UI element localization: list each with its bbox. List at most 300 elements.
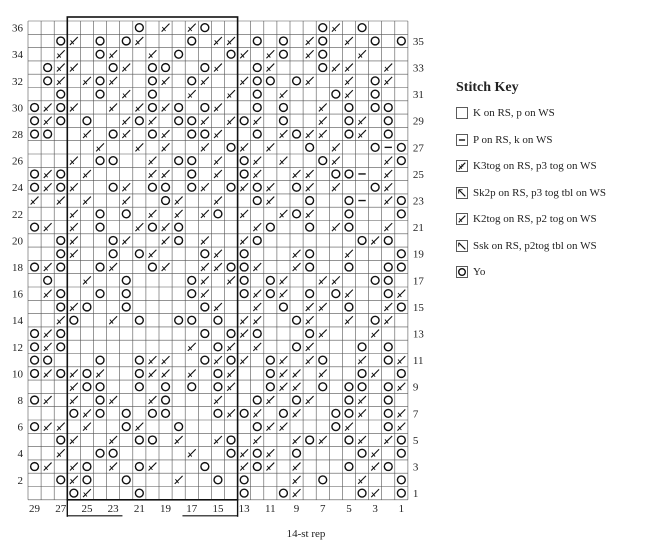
decrease-symbol: [306, 396, 314, 404]
decrease-symbol: [70, 436, 78, 444]
chart-labels: [12, 23, 424, 515]
decrease-symbol: [240, 330, 248, 338]
yo-symbol: [319, 383, 327, 391]
yo-symbol: [345, 170, 353, 178]
decrease-symbol: [319, 117, 327, 125]
decrease-symbol: [240, 210, 248, 218]
yo-symbol: [253, 396, 261, 404]
row-number: 2: [17, 474, 23, 487]
yo-symbol: [96, 210, 104, 218]
yo-symbol: [240, 276, 248, 284]
yo-symbol: [319, 50, 327, 58]
decrease-symbol: [332, 223, 340, 231]
row-number: 21: [412, 222, 424, 235]
decrease-symbol: [31, 197, 39, 205]
yo-symbol: [149, 90, 157, 98]
decrease-symbol: [332, 157, 340, 165]
yo-icon: [456, 266, 468, 278]
yo-symbol: [122, 476, 130, 484]
row-number: 1: [412, 488, 419, 501]
decrease-symbol: [214, 157, 222, 165]
yo-symbol: [135, 24, 143, 32]
yo-symbol: [162, 64, 170, 72]
yo-symbol: [57, 117, 65, 125]
yo-symbol: [96, 157, 104, 165]
decrease-symbol: [201, 77, 209, 85]
decrease-symbol: [214, 170, 222, 178]
yo-symbol: [280, 104, 288, 112]
decrease-symbol: [214, 250, 222, 258]
yo-symbol: [149, 183, 157, 191]
yo-symbol: [96, 290, 104, 298]
yo-symbol: [293, 449, 301, 457]
yo-symbol: [253, 37, 261, 45]
decrease-symbol: [397, 356, 405, 364]
decrease-symbol: [227, 383, 235, 391]
yo-symbol: [96, 396, 104, 404]
decrease-symbol: [44, 423, 52, 431]
decrease-symbol: [188, 343, 196, 351]
yo-symbol: [227, 436, 235, 444]
decrease-symbol: [109, 50, 117, 58]
yo-symbol: [319, 64, 327, 72]
yo-symbol: [358, 370, 366, 378]
yo-symbol: [96, 223, 104, 231]
yo-symbol: [188, 183, 196, 191]
yo-symbol: [135, 117, 143, 125]
yo-symbol: [345, 263, 353, 271]
decrease-symbol: [293, 476, 301, 484]
yo-symbol: [227, 263, 235, 271]
yo-symbol: [96, 37, 104, 45]
yo-symbol: [384, 130, 392, 138]
yo-symbol: [240, 489, 248, 497]
decrease-symbol: [332, 64, 340, 72]
decrease-symbol: [109, 396, 117, 404]
yo-symbol: [358, 489, 366, 497]
yo-symbol: [345, 396, 353, 404]
yo-symbol: [358, 24, 366, 32]
decrease-symbol: [227, 409, 235, 417]
yo-symbol: [293, 343, 301, 351]
decrease-symbol: [83, 423, 91, 431]
decrease-symbol: [371, 449, 379, 457]
column-number: 3: [372, 502, 378, 515]
decrease-symbol: [70, 369, 78, 377]
yo-symbol: [122, 409, 130, 417]
row-number: 18: [12, 262, 23, 275]
row-number: 16: [12, 288, 23, 301]
decrease-symbol: [266, 449, 274, 457]
decrease-symbol: [253, 117, 261, 125]
decrease-symbol: [253, 157, 261, 165]
yo-symbol: [332, 90, 340, 98]
decrease-symbol: [280, 210, 288, 218]
row-number: 8: [17, 395, 23, 408]
yo-symbol: [384, 343, 392, 351]
yo-symbol: [358, 449, 366, 457]
yo-symbol: [384, 356, 392, 364]
column-number: 25: [81, 502, 93, 515]
decrease-symbol: [345, 77, 353, 85]
yo-symbol: [253, 330, 261, 338]
yo-symbol: [371, 316, 379, 324]
decrease-symbol: [384, 197, 392, 205]
decrease-symbol: [397, 290, 405, 298]
yo-symbol: [280, 50, 288, 58]
yo-symbol: [175, 50, 183, 58]
decrease-symbol: [240, 143, 248, 151]
yo-symbol: [201, 356, 209, 364]
decrease-symbol: [280, 290, 288, 298]
column-number: 17: [186, 502, 198, 515]
decrease-symbol: [293, 250, 301, 258]
yo-symbol: [280, 37, 288, 45]
decrease-symbol: [162, 130, 170, 138]
row-number: 6: [17, 421, 23, 434]
column-number: 27: [55, 502, 67, 515]
yo-symbol: [371, 276, 379, 284]
legend-label: Ssk on RS, p2tog tbl on WS: [473, 239, 597, 252]
yo-symbol: [384, 104, 392, 112]
yo-symbol: [57, 183, 65, 191]
decrease-symbol: [149, 396, 157, 404]
decrease-symbol: [96, 143, 104, 151]
yo-symbol: [227, 50, 235, 58]
yo-symbol: [253, 197, 261, 205]
yo-symbol: [83, 463, 91, 471]
yo-symbol: [31, 117, 39, 125]
yo-symbol: [397, 489, 405, 497]
row-number: 29: [412, 115, 424, 128]
decrease-symbol: [319, 436, 327, 444]
row-number: 36: [12, 22, 23, 35]
decrease-symbol: [293, 436, 301, 444]
yo-symbol: [201, 463, 209, 471]
yo-symbol: [253, 130, 261, 138]
yo-symbol: [83, 383, 91, 391]
yo-symbol: [240, 170, 248, 178]
yo-symbol: [384, 237, 392, 245]
decrease-symbol: [384, 223, 392, 231]
decrease-symbol: [44, 343, 52, 351]
yo-symbol: [162, 383, 170, 391]
repeat-label: 14-st rep: [286, 528, 326, 540]
decrease-symbol: [319, 330, 327, 338]
decrease-symbol: [345, 423, 353, 431]
yo-symbol: [345, 409, 353, 417]
decrease-symbol: [162, 263, 170, 271]
column-number: 23: [107, 502, 119, 515]
legend-label: K3tog on RS, p3 tog on WS: [473, 160, 597, 173]
decrease-symbol: [280, 90, 288, 98]
yo-symbol: [149, 64, 157, 72]
k3tog-key-symbol: [456, 160, 468, 172]
yo-symbol: [122, 37, 130, 45]
decrease-symbol: [306, 303, 314, 311]
decrease-symbol: [371, 489, 379, 497]
decrease-symbol: [70, 103, 78, 111]
yo-symbol: [96, 50, 104, 58]
p-key-symbol: [456, 134, 468, 146]
yo-symbol: [371, 183, 379, 191]
decrease-symbol: [384, 183, 392, 191]
yo-symbol: [345, 130, 353, 138]
decrease-symbol: [240, 183, 248, 191]
decrease-symbol: [306, 316, 314, 324]
yo-symbol: [57, 436, 65, 444]
decrease-symbol: [293, 383, 301, 391]
decrease-symbol: [384, 303, 392, 311]
column-number: 1: [398, 502, 405, 515]
yo-symbol: [57, 290, 65, 298]
row-number: 24: [12, 182, 23, 195]
yo-symbol: [44, 356, 52, 364]
decrease-symbol: [306, 210, 314, 218]
decrease-symbol: [227, 117, 235, 125]
yo-symbol: [83, 370, 91, 378]
decrease-symbol: [201, 117, 209, 125]
yo-symbol: [44, 130, 52, 138]
yo-symbol: [31, 130, 39, 138]
row-number: 4: [17, 448, 23, 461]
yo-symbol: [384, 396, 392, 404]
yo-symbol: [345, 303, 353, 311]
decrease-symbol: [253, 303, 261, 311]
decrease-symbol: [384, 77, 392, 85]
row-number: 26: [12, 155, 23, 168]
yo-symbol: [162, 409, 170, 417]
yo-symbol: [332, 409, 340, 417]
yo-symbol: [397, 37, 405, 45]
yo-symbol: [240, 263, 248, 271]
legend-label: P on RS, k on WS: [473, 133, 553, 146]
yo-symbol: [122, 303, 130, 311]
yo-symbol: [201, 104, 209, 112]
yo-symbol: [188, 37, 196, 45]
yo-symbol: [384, 463, 392, 471]
decrease-symbol: [83, 489, 91, 497]
legend-item-knit: [456, 100, 656, 127]
legend-label: K2tog on RS, p2 tog on WS: [473, 213, 597, 226]
yo-symbol: [384, 276, 392, 284]
yo-symbol: [280, 489, 288, 497]
decrease-symbol: [162, 143, 170, 151]
yo-symbol: [135, 250, 143, 258]
yo-symbol: [135, 356, 143, 364]
yo-symbol: [397, 263, 405, 271]
decrease-symbol: [214, 103, 222, 111]
decrease-symbol: [253, 436, 261, 444]
decrease-symbol: [109, 263, 117, 271]
decrease-symbol: [266, 463, 274, 471]
row-number: 23: [412, 195, 424, 208]
column-number: 21: [133, 502, 145, 515]
decrease-symbol: [135, 103, 143, 111]
decrease-symbol: [253, 409, 261, 417]
yo-symbol: [293, 183, 301, 191]
yo-symbol: [345, 197, 353, 205]
yo-symbol: [345, 223, 353, 231]
yo-symbol: [266, 276, 274, 284]
yo-symbol: [96, 449, 104, 457]
decrease-symbol: [306, 50, 314, 58]
yo-symbol: [266, 223, 274, 231]
yo-symbol: [293, 396, 301, 404]
decrease-symbol: [83, 409, 91, 417]
yo-symbol: [44, 77, 52, 85]
decrease-symbol: [384, 64, 392, 72]
decrease-symbol: [293, 369, 301, 377]
decrease-symbol: [188, 449, 196, 457]
decrease-symbol: [345, 250, 353, 258]
yo-symbol: [96, 263, 104, 271]
decrease-symbol: [122, 197, 130, 205]
yo-symbol: [162, 183, 170, 191]
decrease-symbol: [188, 24, 196, 32]
decrease-symbol: [57, 77, 65, 85]
decrease-symbol: [214, 396, 222, 404]
yo-symbol: [266, 290, 274, 298]
yo-symbol: [57, 170, 65, 178]
yo-symbol: [306, 290, 314, 298]
yo-symbol: [345, 463, 353, 471]
legend-label: Sk2p on RS, p3 tog tbl on WS: [473, 186, 607, 199]
yo-symbol: [319, 157, 327, 165]
decrease-symbol: [109, 316, 117, 324]
yo-symbol: [358, 383, 366, 391]
decrease-symbol: [162, 356, 170, 364]
decrease-symbol: [135, 423, 143, 431]
decrease-symbol: [57, 64, 65, 72]
decrease-symbol: [306, 37, 314, 45]
yo-symbol: [31, 170, 39, 178]
decrease-symbol: [149, 117, 157, 125]
yo-symbol: [109, 130, 117, 138]
decrease-symbol: [149, 50, 157, 58]
decrease-symbol: [293, 263, 301, 271]
yo-symbol: [162, 197, 170, 205]
decrease-symbol: [149, 250, 157, 258]
row-number: 31: [412, 89, 424, 102]
yo-symbol: [371, 143, 379, 151]
decrease-symbol: [240, 316, 248, 324]
yo-symbol: [31, 343, 39, 351]
decrease-symbol: [358, 130, 366, 138]
row-number: 27: [412, 142, 424, 155]
decrease-symbol: [358, 436, 366, 444]
decrease-symbol: [149, 170, 157, 178]
row-number: 10: [12, 368, 23, 381]
yo-symbol: [384, 383, 392, 391]
yo-symbol: [201, 303, 209, 311]
yo-symbol: [44, 276, 52, 284]
yo-symbol: [397, 370, 405, 378]
yo-symbol: [214, 409, 222, 417]
yo-symbol: [384, 263, 392, 271]
row-number: 9: [412, 381, 419, 394]
stitch-key: [456, 80, 656, 286]
column-number: 19: [160, 502, 172, 515]
legend-label: K on RS, p on WS: [473, 107, 555, 120]
yo-symbol: [384, 290, 392, 298]
yo-symbol: [175, 223, 183, 231]
yo-symbol: [201, 24, 209, 32]
decrease-symbol: [253, 316, 261, 324]
decrease-symbol: [201, 263, 209, 271]
yo-symbol: [135, 316, 143, 324]
yo-symbol: [109, 237, 117, 245]
yo-symbol: [371, 37, 379, 45]
decrease-symbol: [266, 423, 274, 431]
row-number: 11: [412, 355, 424, 368]
yo-symbol: [306, 330, 314, 338]
decrease-symbol: [280, 423, 288, 431]
decrease-symbol: [57, 197, 65, 205]
decrease-symbol: [214, 64, 222, 72]
yo-symbol: [149, 130, 157, 138]
yo-symbol: [188, 170, 196, 178]
row-number: 3: [412, 461, 419, 474]
decrease-symbol: [319, 103, 327, 111]
decrease-symbol: [149, 210, 157, 218]
row-number: 17: [412, 275, 424, 288]
decrease-symbol: [227, 90, 235, 98]
yo-symbol: [57, 37, 65, 45]
yo-symbol: [162, 396, 170, 404]
yo-symbol: [96, 356, 104, 364]
decrease-symbol: [293, 489, 301, 497]
decrease-symbol: [70, 383, 78, 391]
decrease-symbol: [306, 170, 314, 178]
decrease-symbol: [201, 276, 209, 284]
decrease-symbol: [280, 356, 288, 364]
yo-symbol: [214, 370, 222, 378]
yo-symbol: [109, 449, 117, 457]
decrease-symbol: [188, 369, 196, 377]
decrease-symbol: [70, 303, 78, 311]
decrease-symbol: [70, 223, 78, 231]
yo-symbol: [135, 436, 143, 444]
purl-icon: [456, 134, 468, 146]
row-number: 28: [12, 129, 23, 142]
decrease-symbol: [397, 409, 405, 417]
decrease-symbol: [57, 423, 65, 431]
yo-symbol: [240, 290, 248, 298]
column-number: 9: [293, 502, 300, 515]
decrease-symbol: [135, 143, 143, 151]
decrease-symbol: [240, 463, 248, 471]
decrease-symbol: [266, 197, 274, 205]
decrease-symbol: [332, 143, 340, 151]
yo-symbol: [214, 343, 222, 351]
decrease-symbol: [384, 170, 392, 178]
legend-item-yo: [456, 259, 656, 286]
decrease-symbol: [70, 37, 78, 45]
yo-symbol: [345, 210, 353, 218]
decrease-symbol: [371, 369, 379, 377]
yo-symbol: [70, 489, 78, 497]
decrease-symbol: [358, 356, 366, 364]
decrease-symbol: [44, 170, 52, 178]
k-key-symbol: [456, 107, 468, 119]
decrease-symbol: [44, 290, 52, 298]
yo-symbol: [371, 104, 379, 112]
decrease-symbol: [397, 383, 405, 391]
decrease-symbol: [319, 130, 327, 138]
yo-symbol: [293, 210, 301, 218]
yo-symbol: [266, 356, 274, 364]
